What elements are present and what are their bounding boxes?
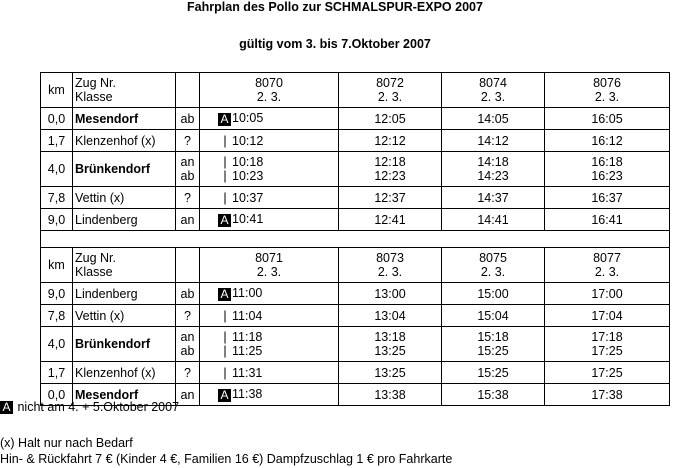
pass-through-bar-icon: | xyxy=(223,365,227,380)
train-header: 8070 2. 3. xyxy=(200,73,339,108)
time-cell: 13:00 xyxy=(339,283,442,305)
table-row xyxy=(41,305,670,327)
page-title: Fahrplan des Pollo zur SCHMALSPUR-EXPO 2007 xyxy=(187,0,483,14)
train-header: 8077 2. 3. xyxy=(545,248,670,283)
station-cell: Klenzenhof (x) xyxy=(73,130,176,152)
mark-cell: ? xyxy=(176,362,200,384)
time-cell: A 10:41 xyxy=(200,209,339,231)
class-label: Klasse xyxy=(75,265,113,279)
time-cell: 13:38 xyxy=(339,384,442,406)
table-row xyxy=(41,283,670,305)
station-cell: Vettin (x) xyxy=(73,305,176,327)
mark-cell: an xyxy=(176,384,200,406)
time-cell: 13:18 13:25 xyxy=(339,327,442,362)
km-cell: 4,0 xyxy=(41,327,73,362)
time-cell: 13:25 xyxy=(339,362,442,384)
time-cell: 17:38 xyxy=(545,384,670,406)
time-cell: 14:18 14:23 xyxy=(442,152,545,187)
mark-header xyxy=(176,248,200,283)
pass-through-bar-icon: | xyxy=(223,344,227,358)
page-subtitle: gültig vom 3. bis 7.Oktober 2007 xyxy=(239,37,431,51)
time-cell: 14:05 xyxy=(442,108,545,130)
train-no-label: Zug Nr. xyxy=(75,251,116,265)
time-cell: A 11:00 xyxy=(200,283,339,305)
time-cell: 17:18 17:25 xyxy=(545,327,670,362)
time-cell: 17:00 xyxy=(545,283,670,305)
time-cell: 16:37 xyxy=(545,187,670,209)
pass-through-bar-icon: | xyxy=(223,308,227,323)
station-cell: Mesendorf xyxy=(73,384,176,406)
a-badge-icon: A xyxy=(218,288,231,301)
station-cell: Brünkendorf xyxy=(73,327,176,362)
pass-through-bar-icon: | xyxy=(223,330,227,344)
train-header: 8074 2. 3. xyxy=(442,73,545,108)
train-class-header xyxy=(73,248,176,283)
table-separator-row xyxy=(41,231,670,248)
mark-cell: an xyxy=(176,209,200,231)
station-cell: Mesendorf xyxy=(73,108,176,130)
time-cell: 14:41 xyxy=(442,209,545,231)
mark-header xyxy=(176,73,200,108)
time-cell: 12:12 xyxy=(339,130,442,152)
time-cell: 13:04 xyxy=(339,305,442,327)
time-cell: 14:12 xyxy=(442,130,545,152)
mark-cell: an ab xyxy=(176,152,200,187)
train-header: 8071 2. 3. xyxy=(200,248,339,283)
time-cell: | 10:37 xyxy=(200,187,339,209)
outbound-header-row xyxy=(41,73,670,108)
mark-cell: an ab xyxy=(176,327,200,362)
inbound-header-row xyxy=(41,248,670,283)
station-cell: Vettin (x) xyxy=(73,187,176,209)
time-cell: A 11:38 xyxy=(200,384,339,406)
a-footnote-text: nicht am 4. + 5.Oktober 2007 xyxy=(17,400,180,414)
mark-cell: ? xyxy=(176,305,200,327)
class-label: Klasse xyxy=(75,90,113,104)
mark-cell: ? xyxy=(176,187,200,209)
a-badge-icon: A xyxy=(0,401,13,414)
km-header: km xyxy=(41,248,73,283)
km-cell: 7,8 xyxy=(41,187,73,209)
time-cell: 16:05 xyxy=(545,108,670,130)
km-header: km xyxy=(41,73,73,108)
time-cell: 15:04 xyxy=(442,305,545,327)
time-cell: 12:41 xyxy=(339,209,442,231)
time-cell: 17:04 xyxy=(545,305,670,327)
a-badge-icon: A xyxy=(218,389,231,402)
station-cell: Brünkendorf xyxy=(73,152,176,187)
time-cell: | 11:31 xyxy=(200,362,339,384)
pass-through-bar-icon: | xyxy=(223,133,227,148)
x-footnote: (x) Halt nur nach Bedarf xyxy=(0,436,133,450)
table-row xyxy=(41,152,670,187)
time-cell: 15:00 xyxy=(442,283,545,305)
time-cell: 12:37 xyxy=(339,187,442,209)
pass-through-bar-icon: | xyxy=(223,169,227,183)
station-cell: Klenzenhof (x) xyxy=(73,362,176,384)
time-cell: | 11:18 | 11:25 xyxy=(200,327,339,362)
time-cell: | 10:18 | 10:23 xyxy=(200,152,339,187)
time-cell: | 11:04 xyxy=(200,305,339,327)
mark-cell: ? xyxy=(176,130,200,152)
time-cell: 16:41 xyxy=(545,209,670,231)
timetable xyxy=(40,72,670,406)
time-cell: | 10:12 xyxy=(200,130,339,152)
table-row xyxy=(41,327,670,362)
train-header: 8072 2. 3. xyxy=(339,73,442,108)
time-cell: 14:37 xyxy=(442,187,545,209)
time-cell: 15:38 xyxy=(442,384,545,406)
km-cell: 4,0 xyxy=(41,152,73,187)
table-row xyxy=(41,130,670,152)
station-cell: Lindenberg xyxy=(73,209,176,231)
a-footnote xyxy=(0,400,179,414)
time-cell: 15:18 15:25 xyxy=(442,327,545,362)
time-cell: 16:18 16:23 xyxy=(545,152,670,187)
km-cell: 1,7 xyxy=(41,362,73,384)
table-row xyxy=(41,187,670,209)
train-header: 8073 2. 3. xyxy=(339,248,442,283)
pass-through-bar-icon: | xyxy=(223,190,227,205)
time-cell: 17:25 xyxy=(545,362,670,384)
train-header: 8076 2. 3. xyxy=(545,73,670,108)
km-cell: 9,0 xyxy=(41,209,73,231)
mark-cell: ab xyxy=(176,108,200,130)
station-cell: Lindenberg xyxy=(73,283,176,305)
a-badge-icon: A xyxy=(218,113,231,126)
fare-footnote: Hin- & Rückfahrt 7 € (Kinder 4 €, Familien 16 €) Dampfzuschlag 1 € pro Fahrkarte xyxy=(0,452,453,466)
table-row xyxy=(41,108,670,130)
time-cell: 15:25 xyxy=(442,362,545,384)
km-cell: 1,7 xyxy=(41,130,73,152)
pass-through-bar-icon: | xyxy=(223,155,227,169)
km-cell: 0,0 xyxy=(41,384,73,406)
time-cell: 16:12 xyxy=(545,130,670,152)
separator-cell xyxy=(41,231,670,248)
time-cell: 12:05 xyxy=(339,108,442,130)
train-class-header xyxy=(73,73,176,108)
time-cell: A 10:05 xyxy=(200,108,339,130)
km-cell: 9,0 xyxy=(41,283,73,305)
table-row xyxy=(41,209,670,231)
km-cell: 7,8 xyxy=(41,305,73,327)
train-header: 8075 2. 3. xyxy=(442,248,545,283)
mark-cell: ab xyxy=(176,283,200,305)
a-badge-icon: A xyxy=(218,214,231,227)
time-cell: 12:18 12:23 xyxy=(339,152,442,187)
table-row xyxy=(41,362,670,384)
train-no-label: Zug Nr. xyxy=(75,76,116,90)
km-cell: 0,0 xyxy=(41,108,73,130)
